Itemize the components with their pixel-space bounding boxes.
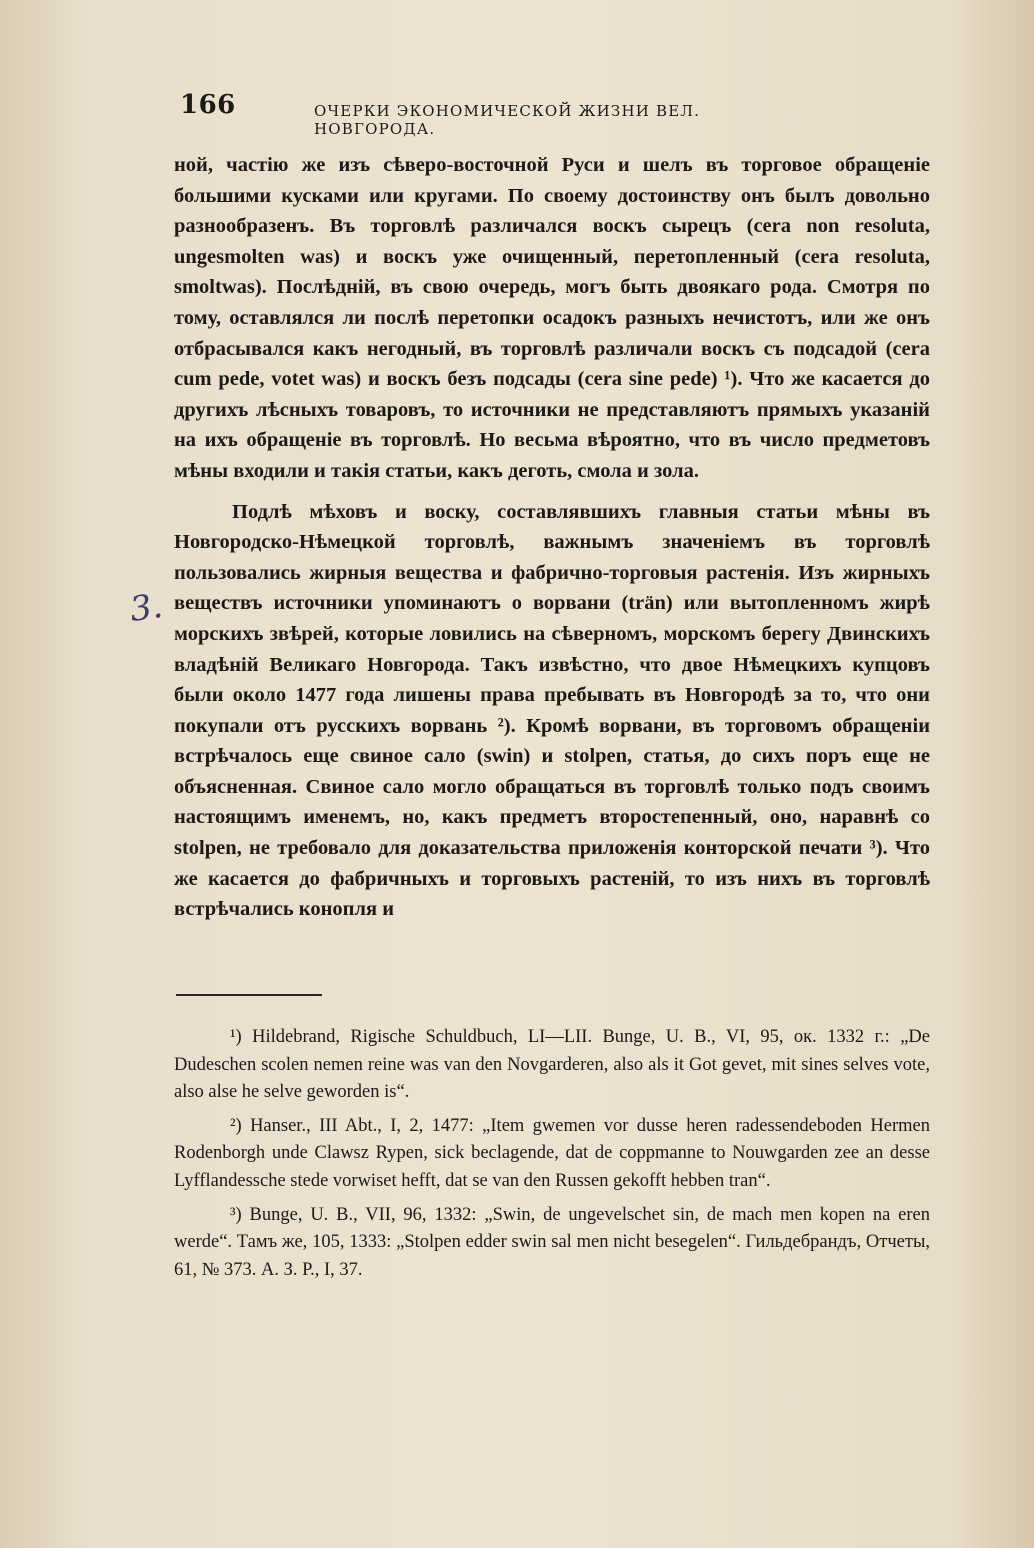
paragraph-2: Подлѣ мѣховъ и воску, составлявшихъ главныя статьи мѣны въ Новгородско-Нѣмецкой торговлѣ, важнымъ значеніемъ въ торговлѣ пользовались жирныя вещества и фабрично-торговыя растенія. Изъ жирныхъ веществъ источники упоминаютъ о ворвани (trän) или вытопленномъ жирѣ морскихъ звѣрей, которые ловились на сѣверномъ, морскомъ берегу Двинскихъ владѣній Великаго Новгорода. Такъ извѣстно, что двое Нѣмецкихъ купцовъ были около 1477 года лишены права пребывать въ Новгородѣ за то, что они покупали отъ русскихъ ворвань ²). Кромѣ ворвани, въ торговомъ обращеніи встрѣчалось еще свиное сало (swin) и stolpen, статья, до сихъ поръ еще не объясненная. Свиное сало могло обращаться въ торговлѣ только подъ своимъ настоящимъ именемъ, но, какъ предметъ второстепенный, оно, наравнѣ со stolpen, не требовало для доказательства приложенія конторской печати ³). Что же касается до фабричныхъ и торговыхъ растеній, то изъ нихъ въ торговлѣ встрѣчались конопля и — [174, 500, 930, 921]
footnote-2: ²) Hanser., III Abt., I, 2, 1477: „Item gwemen vor dusse heren radessendeboden Hermen Rodenborgh unde Clawsz Rypen, sick beclagende, dat de coppmanne to Nouwgarden zee an desse Lyfflandessche stede vorwiset hefft, dat se van den Russen gekofft hebben tran“. — [174, 1115, 930, 1191]
footnotes — [174, 1024, 930, 1284]
footnote-divider — [176, 994, 322, 996]
main-text — [174, 150, 930, 925]
paragraph-1: ной, частію же изъ сѣверо-восточной Руси и шелъ въ торговое обращеніе большими кусками или кругами. По своему достоинству онъ былъ довольно разнообразенъ. Въ торговлѣ различался воскъ сырецъ (cera non resoluta, ungesmolten was) и воскъ уже очищенный, перетопленный (cera resoluta, smoltwas). Послѣдній, въ свою очередь, могъ быть двоякаго рода. Смотря по тому, оставлялся ли послѣ перетопки осадокъ разныхъ нечистотъ, или же онъ отбрасывался какъ негодный, въ торговлѣ различали воскъ съ подсадой (cera cum pede, votet was) и воскъ безъ подсады (cera sine pede) ¹). Что же касается до другихъ лѣсныхъ товаровъ, то источники не представляютъ прямыхъ указаній на ихъ обращеніе въ торговлѣ. Но весьма вѣроятно, что въ число предметовъ мѣны входили и такія статьи, какъ деготь, смола и зола. — [174, 154, 930, 482]
footnote-1: ¹) Hildebrand, Rigische Schuldbuch, LI—LII. Bunge, U. B., VI, 95, ок. 1332 г.: „De Dudeschen scolen nemen reine was van den Novgarderen, also als it Got gevet, mit sines selves vote, also alse he selve geworden is“. — [174, 1027, 930, 1103]
page-number: 166 — [180, 90, 236, 120]
page-header — [180, 88, 800, 138]
running-title: ОЧЕРКИ ЭКОНОМИЧЕСКОЙ ЖИЗНИ ВЕЛ. НОВГОРОДА. — [314, 102, 701, 138]
footnote-3: ³) Bunge, U. B., VII, 96, 1332: „Swin, de ungevelschet sin, de mach men kopen na eren werde“. Тамъ же, 105, 1333: „Stolpen edder swin sal men nicht besegelen“. Гильдебрандъ, Отчеты, 61, № 373. А. З. Р., I, 37. — [174, 1204, 930, 1280]
handwritten-margin-note: 3. — [127, 585, 166, 631]
